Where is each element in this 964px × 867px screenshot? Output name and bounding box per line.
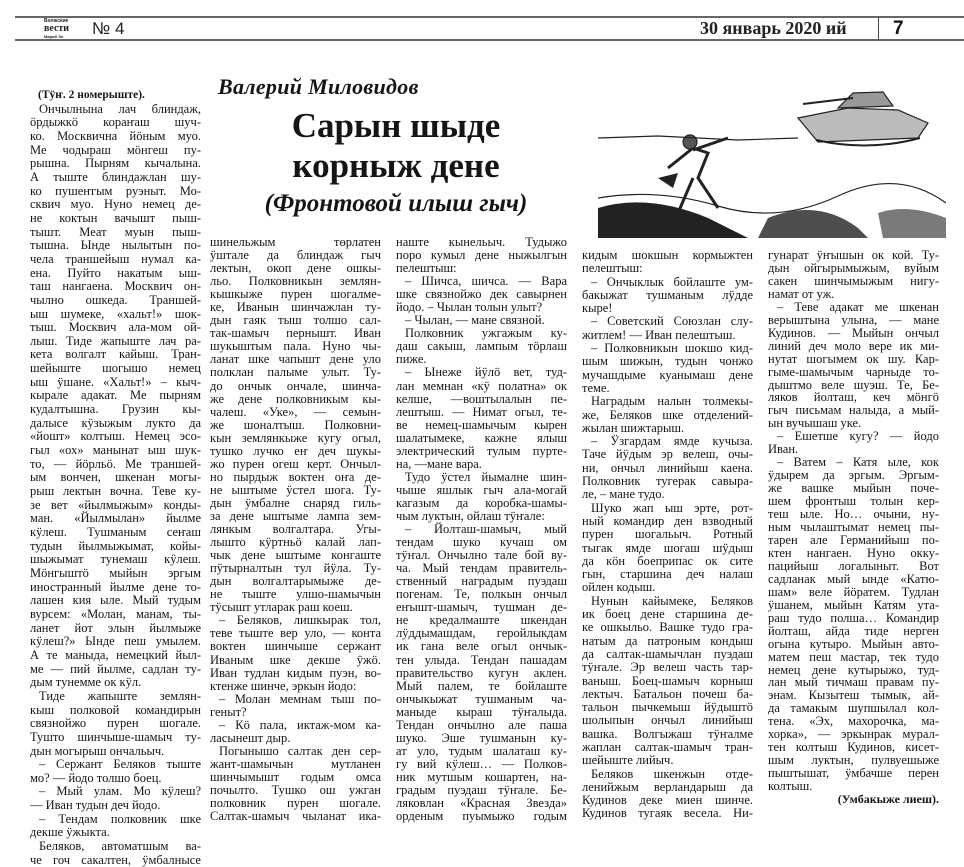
text-line: ляковлан «Красная Звезда»	[396, 796, 567, 811]
text-line: еҥышт-шамыч, тушман де-	[396, 600, 567, 615]
text-line: электрический тулым пурте-	[396, 443, 567, 458]
text-line: тендам шуко кучаш ом	[396, 535, 567, 550]
text-line: ляков йолташ, кеч мӧнгӧ	[768, 390, 939, 405]
text-line: – Советский Союзлан слу-	[591, 314, 753, 329]
newspaper-logo	[44, 18, 84, 39]
text-line: ман. «Йылмылан» йылме	[30, 511, 201, 526]
text-line: йодо. – Чылан толын улыт?	[396, 300, 543, 315]
text-line: ӧрдыжкӧ кораҥаш шуч-	[30, 115, 201, 130]
text-line: гыме-шамычым чарныде то-	[768, 364, 939, 379]
text-line: полклан палыме улыт. Ту-	[210, 365, 381, 380]
paragraph	[396, 275, 567, 314]
text-line: ме — пий йылме, садлан ту-	[30, 661, 201, 676]
text-line: А тыште блиндажлан шу-	[30, 169, 201, 184]
text-line: Ме чодыраш мӧнгеш пу-	[30, 142, 201, 157]
text-line: тыгак ямде шогаш шӱдыш	[582, 540, 753, 555]
text-line: шым луктын, пулвуешыже	[768, 753, 939, 768]
paragraph	[396, 523, 567, 823]
text-line: не коктын вачышт пыш-	[30, 210, 201, 225]
text-line: пыштышат, ӱмбачше перен	[768, 766, 939, 781]
text-line: А те маныда, немецкий йыл-	[30, 647, 201, 662]
paragraph	[582, 595, 753, 768]
text-line: сквич муо. Нуно немец де-	[30, 197, 201, 212]
paragraph	[582, 315, 753, 342]
paragraph	[582, 395, 753, 435]
text-line: дын могырыш ончальыч.	[30, 743, 165, 758]
text-line: ктен нангаен. Нуно окку-	[768, 545, 939, 560]
text-line: ктенже шинче, эркын йодо:	[210, 678, 357, 693]
article-column-2	[210, 236, 381, 823]
text-line: орденым пуымыжо годым	[396, 809, 567, 824]
text-line: Нунын кайымеке, Беляков	[591, 593, 753, 608]
text-line: чыше яшлык гыч ала-могай	[396, 482, 567, 497]
text-line: шам» веле йӧратем. Тудлан	[768, 584, 939, 599]
text-line: – Полковникын шокшо кид-	[591, 341, 753, 356]
text-line: ке ошкыльо. Вашке тудо гра-	[582, 620, 753, 635]
text-line: – Молан мемнам тыш по-	[219, 691, 381, 706]
paragraph	[210, 745, 381, 823]
text-line: шинельжым төрлатен	[210, 235, 381, 249]
text-line: тушко лучко еҥ деч шукы-	[210, 443, 381, 458]
text-line: да салтак-шамычлан пуэдаш	[582, 646, 753, 661]
text-line: не тыште улшо-шамычын	[210, 587, 381, 602]
text-line: чела траншейыш нумал ка-	[30, 251, 201, 266]
paragraph	[30, 840, 201, 867]
article-subtitle: (Фронтовой илыш гыч)	[264, 190, 528, 217]
logo-line1: Волжские	[44, 18, 69, 24]
issue-date: 30 январь 2020 ий	[700, 18, 847, 38]
title-line-2: корныж дене	[292, 146, 500, 185]
text-line: вашка. Волгыжаш тӱҥалме	[582, 726, 753, 741]
text-line: – Чылан, — мане связной.	[405, 313, 545, 328]
text-line: шинчымышт годым омса	[210, 769, 381, 784]
header-bottom-rule	[15, 39, 964, 41]
text-line: ӱштале да блиндаж гыч	[210, 248, 381, 263]
tank-turret	[838, 92, 893, 108]
text-line: тен колтыш Кудинов, кисет-	[768, 740, 939, 755]
paragraph	[396, 236, 567, 275]
text-line: кын землянкыже кугу огыл,	[210, 430, 381, 445]
text-line: рыш лектын вочна. Теве ку-	[30, 484, 201, 499]
text-line: чым луктын, ойлаш тӱҥале:	[396, 508, 545, 523]
text-line: правительство кугун аклен.	[396, 665, 567, 680]
text-line: не ыштыме ӱстел шога. Ту-	[210, 482, 381, 497]
text-line: кета волгалт кайыш. Тран-	[30, 347, 201, 362]
text-line: энам. Кызытеш тымык, ай-	[768, 688, 939, 703]
text-line: кагазым да коробка-шамы-	[396, 495, 567, 510]
paragraph	[582, 502, 753, 595]
text-line: декше ӱжыкта.	[30, 825, 110, 840]
text-line: ланат шке чапышт дене уло	[210, 352, 381, 367]
text-line: то, — йӧрльӧ. Ме траншей-	[30, 456, 201, 471]
paragraph	[210, 693, 381, 719]
text-line: ко. Москвична йӧным муо.	[30, 128, 201, 143]
paragraph	[210, 719, 381, 745]
text-line: тӱҥал. Ончылно тале бой ву-	[396, 548, 567, 563]
paragraph	[582, 249, 753, 276]
text-line: Салтак-шамыч чыланат ика-	[210, 809, 381, 824]
paragraph	[396, 366, 567, 470]
text-line: связнойжо пурен шогале.	[30, 716, 201, 731]
text-line: но пырдыж воктен оҥа де-	[210, 469, 381, 484]
text-line: маныде кыраш тӱҥалыда.	[396, 704, 567, 719]
paragraph	[210, 236, 381, 614]
text-line: за дене ыштыме лампа зем-	[210, 508, 381, 523]
text-line: колтыш.	[768, 779, 813, 794]
text-line: шейыште шогышо немец	[30, 361, 201, 376]
text-line: – Йолташ-шамыч, мый	[405, 522, 567, 537]
text-line: теш ыле. Но… очыни, ну-	[768, 507, 939, 522]
text-line: ӱшанем, мыйын Катям ута-	[768, 597, 939, 612]
paragraph	[30, 758, 201, 785]
text-line: льо. Полковникын землян-	[210, 274, 381, 289]
text-line: Тиде жапыште землян-	[39, 688, 201, 703]
text-line: тальон пычкемыш йӱдыштӧ	[582, 700, 753, 715]
text-line: шем фронтыш толын кер-	[768, 494, 939, 509]
continued-from-note: (Тӱҥ. 2 номерыште).	[38, 89, 145, 101]
text-line: Тендан ончылно але паша	[396, 717, 567, 732]
text-line: бакыжат тушманым лӱдде	[582, 287, 753, 302]
paragraph	[582, 768, 753, 821]
text-line: лектыч. Батальон почеш ба-	[582, 686, 753, 701]
text-line: садланак мый ынде «Катю-	[768, 571, 939, 586]
text-line: Мӧнгыштӧ мыйын эргым	[30, 565, 201, 580]
text-line: воктен шинчыше сержант	[210, 639, 381, 654]
text-line: кышкыже пурен шогалме-	[210, 287, 381, 302]
text-line: почылто. Тушко ош ужган	[210, 782, 381, 797]
text-line: Мый палем, те бойлаште	[396, 678, 567, 693]
text-line: гу вий кӱлеш… — Полков-	[396, 756, 567, 771]
text-line: дын ойгырымыжым, вуйым	[768, 260, 939, 275]
text-line: поро кумыл дене ныжылгын	[396, 248, 567, 263]
text-line: ле, – мане тудо.	[582, 487, 665, 502]
text-line: дын волгалтарымыже де-	[210, 574, 381, 589]
paragraph	[582, 435, 753, 501]
text-line: кӱлеш. Тушманым сеҥаш	[30, 525, 201, 539]
text-line: натым да патроным кондыш	[582, 633, 753, 648]
ground-texture	[598, 173, 946, 238]
text-line: житлем! — Иван пелештыш.	[582, 327, 736, 342]
text-line: ым вончен, шкенан могы-	[30, 470, 201, 485]
text-line: ча. Мый тендам правитель-	[396, 561, 567, 576]
paragraph	[768, 430, 939, 456]
text-line: ойлен кодыш.	[582, 580, 656, 595]
paragraph	[768, 301, 939, 431]
text-line: раш тудо полша… Командир	[768, 610, 939, 625]
text-line: ник мутшым кошартен, на-	[396, 769, 567, 784]
text-line: жылан шижтарыш.	[582, 420, 685, 435]
text-line: лыш. Тиде жапыште лач ра-	[30, 333, 201, 348]
text-line: Иван тудлан кидым пуэн, во-	[210, 665, 381, 680]
text-line: ве немец-шамычым кырен	[396, 417, 567, 432]
text-line: Кудинов деке миен шинче.	[582, 793, 753, 808]
text-line: Беляков шкенжын отде-	[591, 766, 753, 781]
text-line: ыш ӱшане. «Хальт!» – кыч-	[30, 374, 201, 389]
text-line: ваныш. Боец-шамыч корныш	[582, 673, 753, 688]
war-sketch-illustration-icon	[598, 78, 946, 238]
text-line: — Иван тудын деч йодо.	[30, 798, 161, 813]
text-line: пелештыш:	[396, 261, 457, 276]
paragraph	[30, 813, 201, 840]
text-line: тӱсышт утларак раш коеш.	[210, 600, 353, 615]
article-column-1	[30, 89, 201, 867]
text-line: ленийжым верландарыш да	[582, 779, 753, 794]
text-line: далысе кӱзыжым лукто да	[30, 415, 201, 430]
text-line: даш сакыш, лампым тӧрлаш	[396, 339, 567, 354]
text-line: тыш. Москвич ала-мом ой-	[30, 320, 201, 335]
text-line: шалатымеке, кажне ялыш	[396, 430, 567, 445]
header-divider	[878, 17, 879, 40]
text-line: – Теве адакат ме шкенан	[777, 299, 939, 314]
text-line: ке, Иванын шинчажлан ту-	[210, 300, 381, 315]
text-line: тена. «Эх, махорочка, ма-	[768, 714, 939, 729]
text-line: шке связнойжо дек савырнен	[396, 287, 567, 302]
text-line: – Кӧ пала, иктаж-мом ка-	[219, 717, 381, 732]
text-line: пелештыш:	[582, 261, 643, 276]
paragraph	[582, 342, 753, 395]
text-line: кӱлеш?» Ынде пеш умылем.	[30, 634, 201, 649]
page-number: 7	[893, 18, 904, 39]
text-line: лышто кӱртньӧ калай лап-	[210, 535, 381, 550]
text-line: пиже.	[396, 352, 427, 367]
text-line: – Ончыклык бойлаште ум-	[591, 274, 753, 289]
text-line: иностранный йылме дене то-	[30, 579, 201, 594]
text-line: сакен шинчымыжым нигу-	[768, 273, 939, 288]
text-line: кудалтышна. Грузин кы-	[30, 402, 201, 417]
logo-line3: Марий Эл	[44, 34, 64, 39]
text-line: теве тыште вер уло, — конта	[210, 626, 381, 641]
text-line: на, —мане вара.	[396, 456, 482, 471]
text-line: шуко. Эше тушманын ку-	[396, 730, 567, 745]
text-line: рышна. Пырням кычалына.	[30, 156, 201, 171]
text-line: Полковник ужгажым ку-	[405, 326, 567, 341]
text-line: – Ватем – Катя ыле, кок	[777, 455, 939, 470]
paragraph	[582, 276, 753, 316]
text-line: пӱтырналтын тул йӱла. Ту-	[210, 561, 381, 576]
text-line: жант-шамычын мутланен	[210, 756, 381, 771]
text-line: ын вучышаш уке.	[768, 416, 862, 431]
text-line: огына кутыро. Мыйын авто-	[768, 636, 939, 651]
paragraph	[768, 456, 939, 793]
logo-line2: вести	[44, 23, 70, 34]
text-line: лӱддымашдам, геройлыкдам	[396, 626, 567, 641]
text-line: чалеш. «Уке», — семын-	[210, 404, 381, 419]
text-line: Погынышо салтак ден сер-	[219, 743, 381, 758]
text-line: кыш полковой командирын	[30, 702, 201, 717]
text-line: йолташ, айда тиде нерген	[768, 623, 939, 638]
text-line: дым тунемме ок кӱл.	[30, 675, 142, 690]
text-line: лештыш. — Нимат огыл, те-	[396, 404, 567, 419]
text-line: гунарат ӱҥышын ок кой. Ту-	[768, 248, 939, 262]
text-line: же, Беляков шке отделений-	[582, 407, 753, 422]
text-line: ик боец дене старшина де-	[582, 607, 753, 622]
text-line: кырале адакат. Ме пырням	[30, 388, 201, 403]
article-column-4	[582, 249, 753, 821]
text-line: да тамакым шупшылал кол-	[768, 701, 939, 716]
text-line: ни, ончыл линийыш каена.	[582, 460, 753, 475]
text-line: вурсем: «Молан, манам, ты-	[30, 606, 201, 621]
text-line: – Мый улам. Мо кӱлеш?	[39, 784, 201, 799]
text-line: шым шижын, тудын чонжо	[582, 354, 753, 369]
text-line: шыжымат тунемаш кӱлеш.	[30, 552, 201, 567]
text-line: Иваным шке декше ӱжӧ.	[210, 652, 381, 667]
text-line: ласынешт дыр.	[210, 730, 291, 745]
text-line: линий деч моло вере ик ми-	[768, 338, 939, 353]
text-line: дыштмо веле шуэш. Те, Бе-	[768, 377, 939, 392]
text-line: чык дене ыштыме конгаште	[210, 548, 381, 563]
text-line: Беляков, автоматшым ва-	[39, 839, 201, 854]
text-line: ко пушеҥгым руэныт. Мо-	[30, 183, 201, 198]
paragraph	[30, 690, 201, 758]
text-line: лектын, окоп дене ошкы-	[210, 261, 381, 276]
text-line: келше, —воштылалын пе-	[396, 391, 567, 406]
text-line: чылно ошкеда. Траншей-	[30, 292, 201, 307]
article-author: Валерий Миловидов	[218, 74, 419, 99]
text-line: гыл «ох» манынат ыш шук-	[30, 443, 201, 458]
text-line: тӱҥале. Эр велеш часть тар-	[582, 660, 753, 675]
text-line: не кредалмаште шкендан	[396, 613, 567, 628]
text-line: ыш шумеке, «хальт!» шок-	[30, 306, 201, 321]
text-line: мо? — йодо толшо боец.	[30, 770, 162, 785]
text-line: – Шичса, шичса. — Вара	[405, 274, 567, 289]
text-line: лянкым волгалтара. Угы-	[210, 522, 381, 537]
text-line: ный командир ден взводный	[582, 513, 753, 528]
text-line: полковник пурен шогале.	[210, 796, 381, 811]
text-line: тышт. Меат муын пыш-	[30, 224, 201, 239]
text-line: Кудинов тугаяк весела. Ни-	[582, 806, 753, 821]
text-line: да кӧн боеприпас ок сите	[582, 553, 753, 568]
text-line: ӱдырем да эргым. Эргым-	[768, 468, 939, 483]
text-line: – Тендам полковник шке	[39, 811, 201, 826]
text-line: лан мый тичмаш правам пу-	[768, 675, 939, 690]
text-line: дын гаяк тыш толшо сал-	[210, 313, 381, 328]
text-line: же шоналтыш. Полковни-	[210, 417, 381, 432]
text-line: кидым шокшын кормыжтен	[582, 248, 753, 262]
paragraph	[768, 249, 939, 301]
text-line: гын, старшина деч налаш	[582, 567, 753, 582]
text-line: тышна. Ынде нылытын по-	[30, 238, 201, 253]
text-line: шейыште лийыч.	[582, 753, 674, 768]
text-line: «йошт» колтыш. Немец эсо-	[30, 429, 201, 444]
text-line: дын ӱмбалне снаряд гиль-	[210, 495, 381, 510]
text-line: Шуко жап ыш эрте, рот-	[591, 500, 753, 515]
text-line: – Ынеже йӱлӧ вет, туд-	[405, 365, 567, 380]
text-line: че гоч сакалтен, ӱмбалнысе	[30, 852, 201, 867]
text-line: хорка», — эркынрак мурал-	[768, 727, 939, 742]
text-line: шолыпын ончыл линийыш	[582, 713, 753, 728]
horizon-line	[598, 136, 798, 140]
text-line: ным чылаштымат немец пы-	[768, 520, 939, 535]
text-line: тарен але Германийыш по-	[768, 532, 939, 547]
article-title	[202, 106, 590, 186]
text-line: наште кынельыч. Тудыжо	[396, 235, 567, 249]
text-line: мучашдыме куанымаш дене	[582, 367, 753, 382]
text-line: шукыштым пала. Нуно чы-	[210, 339, 381, 354]
text-line: погенам. Те, полкын ончыл	[396, 587, 567, 602]
text-line: зе вет «йылмыжым» конды-	[30, 497, 201, 512]
text-line: градым пуэдаш тӱҥале. Бе-	[396, 782, 567, 797]
text-line: Полковник тугерак савыра-	[582, 474, 753, 489]
text-line: так-шамыч пернышт. Иван	[210, 326, 381, 341]
text-line: ственный наградым пуэдаш	[396, 574, 567, 589]
issue-number: № 4	[92, 19, 125, 38]
text-line: ончыкыжат тушманым ча-	[396, 691, 567, 706]
tank-hull	[798, 108, 928, 142]
text-line: ат уло, тудым шалаташ ку-	[396, 743, 567, 758]
text-line: гыч письмам налыда, а мый-	[768, 403, 939, 418]
text-line: тен улыда. Тендан пашадам	[396, 652, 567, 667]
text-line: Таче йӱдым эр велеш, очы-	[582, 447, 753, 462]
text-line: – Сержант Беляков тыште	[39, 757, 201, 772]
text-line: ланет йот элын йылмыже	[30, 620, 201, 635]
text-line: матем пеш мастар, тек тудо	[768, 649, 939, 664]
text-line: немец дене кутырыжо, туд-	[768, 662, 939, 677]
text-line: Тудо ӱстел йымалне шин-	[405, 469, 567, 484]
text-line: жаплан салтак-шамыч тран-	[582, 739, 753, 754]
text-line: намат от уж.	[768, 286, 835, 301]
paragraph	[30, 103, 201, 690]
text-line: верыштына улына, — мане	[768, 312, 939, 327]
paragraph	[396, 327, 567, 366]
text-line: таш нангаена. Москвич он-	[30, 279, 201, 294]
text-line: ена. Пуйто накатым ыш-	[30, 265, 201, 280]
text-line: Ончылнына лач блиндаж,	[39, 101, 201, 116]
text-line: кыре!	[582, 301, 613, 316]
text-line: лан мемнан «кӱ полатна» ок	[396, 378, 567, 393]
text-line: пацийыш логалыныт. Вот	[768, 558, 939, 573]
text-line: Наградым налын толмекы-	[591, 394, 753, 409]
article-column-5	[768, 249, 939, 806]
text-line: же дене полковникым кы-	[210, 391, 381, 406]
text-line: теме.	[582, 380, 610, 395]
text-line: пурен шогальыч. Ротный	[582, 527, 753, 542]
text-line: – Ешетше кугу? — йодо	[777, 429, 939, 444]
text-line: жо пурен огеш керт. Ончыл-	[210, 456, 381, 471]
paragraph	[30, 785, 201, 812]
paragraph	[396, 471, 567, 523]
text-line: Иван.	[768, 442, 799, 457]
paragraph	[210, 614, 381, 692]
text-line: – Ӱзгардам ямде кучыза.	[591, 434, 753, 449]
text-line: тудын йылмыжымат, койы-	[30, 538, 201, 553]
text-line: до ончык ончале, шинча-	[210, 378, 381, 393]
text-line: геныт?	[210, 704, 247, 719]
to-be-continued-note: (Умбакыже лиеш).	[837, 792, 939, 807]
text-line: нутат шогымем ок шу. Кар-	[768, 351, 939, 366]
article-column-3	[396, 236, 567, 823]
text-line: лашен кия ыле. Мый тудым	[30, 593, 201, 608]
text-line: Кудинов. — Мыйын ончыл	[768, 325, 939, 340]
text-line: ик гана веле огыл ончык-	[396, 639, 567, 654]
text-line: же вашке мыйын поче-	[768, 481, 939, 496]
title-line-1: Сарын шыде	[291, 106, 501, 145]
text-line: Тушто шинчыше-шамыч ту-	[30, 729, 201, 744]
text-line: – Беляков, лишкырак тол,	[219, 613, 381, 628]
